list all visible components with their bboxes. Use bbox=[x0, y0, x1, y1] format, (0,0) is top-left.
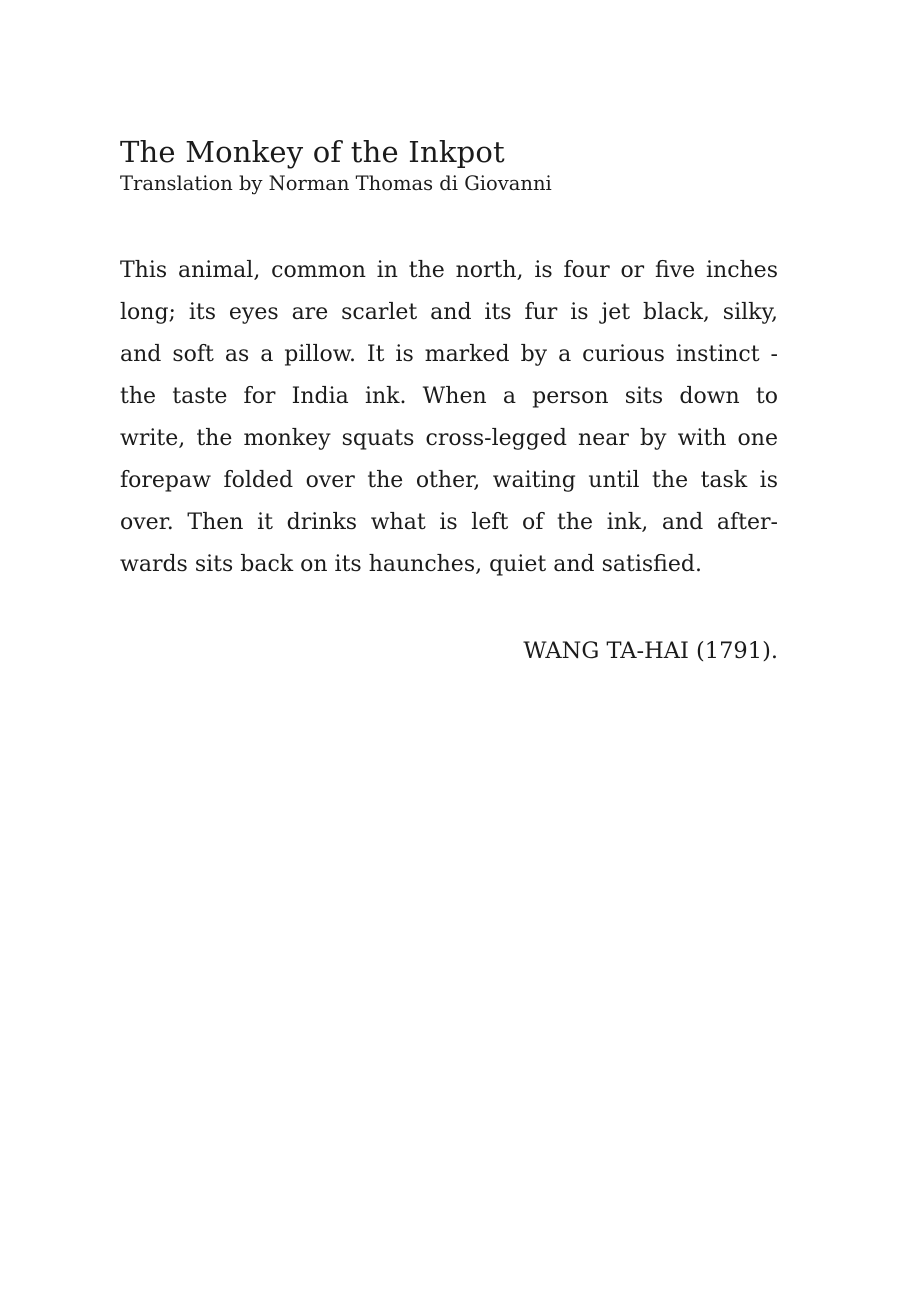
body-line: This animal, common in the north, is four or five inches bbox=[120, 257, 778, 283]
body-line: long; its eyes are scarlet and its fur is jet black, silky, bbox=[120, 299, 778, 325]
body-paragraph bbox=[120, 250, 778, 586]
body-line: write, the monkey squats cross-legged near by with one bbox=[120, 425, 778, 451]
body-line: and soft as a pillow. It is marked by a curious instinct - bbox=[120, 341, 778, 367]
text-content bbox=[120, 136, 778, 672]
attribution: WANG TA-HAI (1791). bbox=[523, 637, 778, 664]
page-subtitle: Translation by Norman Thomas di Giovanni bbox=[120, 172, 552, 196]
body-line: over. Then it drinks what is left of the ink, and after- bbox=[120, 509, 778, 535]
page-title: The Monkey of the Inkpot bbox=[120, 135, 505, 169]
body-line: wards sits back on its haunches, quiet and satisfied. bbox=[120, 551, 702, 577]
body-line: forepaw folded over the other, waiting until the task is bbox=[120, 467, 778, 493]
body-line: the taste for India ink. When a person sits down to bbox=[120, 383, 778, 409]
